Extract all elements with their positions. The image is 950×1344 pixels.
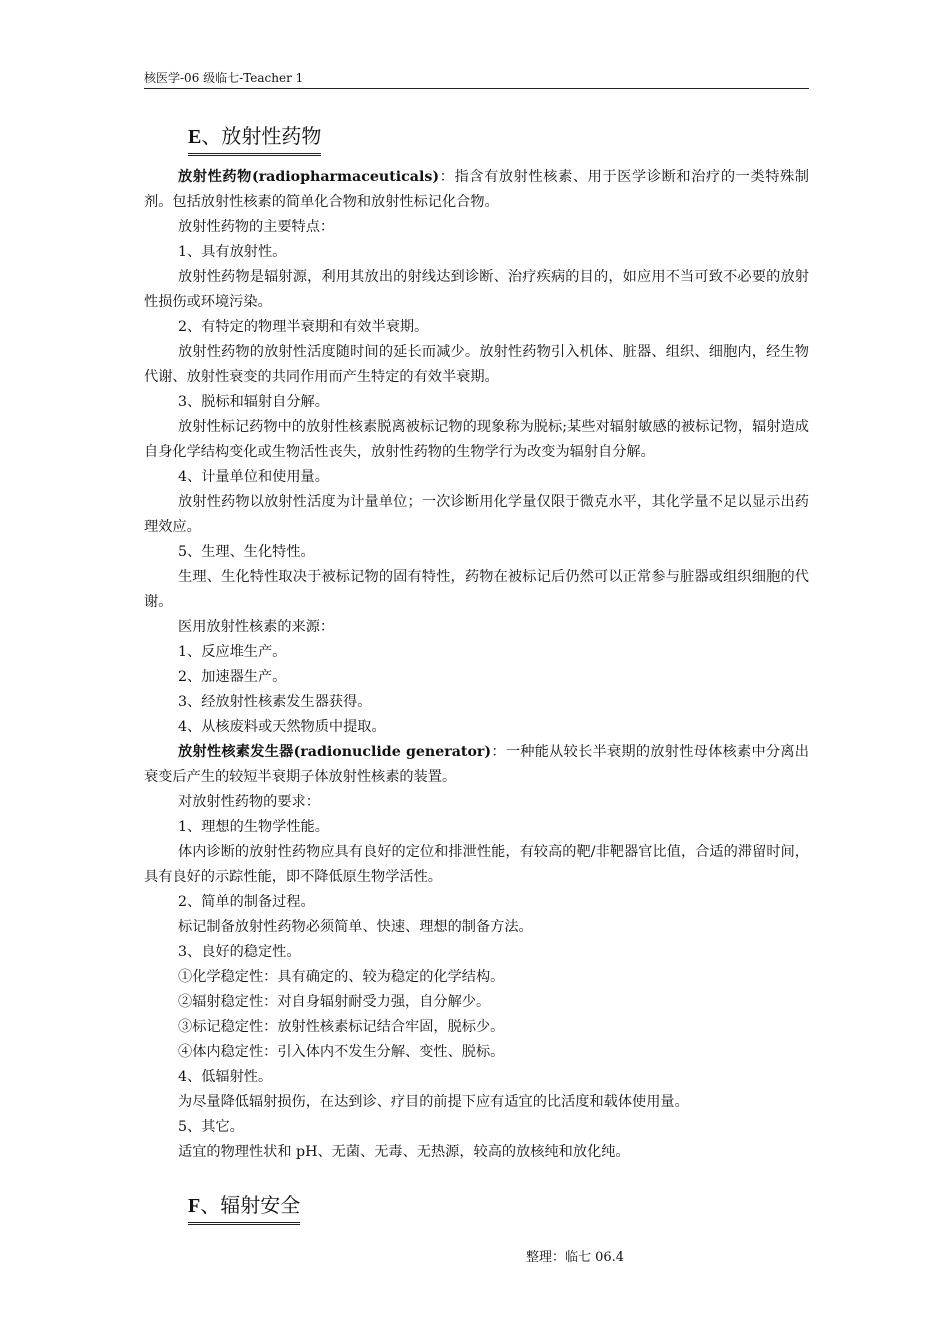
paragraph [144, 665, 809, 690]
paragraph [144, 1140, 809, 1165]
section-title-e [188, 123, 321, 156]
paragraph [144, 415, 809, 465]
paragraph-text: 2、简单的制备过程。 [178, 894, 315, 910]
paragraph-text: 5、生理、生化特性。 [178, 544, 315, 560]
paragraph [144, 840, 809, 890]
paragraph [144, 315, 809, 340]
term: 放射性药物(radiopharmaceuticals) [178, 169, 440, 185]
paragraph [144, 390, 809, 415]
paragraph [144, 890, 809, 915]
paragraph [144, 815, 809, 840]
paragraph-text: ：一种能从较长半衰期的放射性母体核素中分离出衰变后产生的较短半衰期子体放射性核素的装置。 [144, 744, 809, 785]
paragraph [144, 165, 809, 215]
paragraph [144, 915, 809, 940]
paragraph-text: 4、低辐射性。 [178, 1069, 273, 1085]
paragraph [144, 790, 809, 815]
paragraph-text: 3、良好的稳定性。 [178, 944, 301, 960]
section-title-f [188, 1192, 300, 1225]
paragraph [144, 465, 809, 490]
paragraph-text: 5、其它。 [178, 1119, 244, 1135]
paragraph [144, 640, 809, 665]
paragraph-text: 生理、生化特性取决于被标记物的固有特性，药物在被标记后仍然可以正常参与脏器或组织细胞的代谢。 [144, 569, 809, 610]
paragraph [144, 615, 809, 640]
paragraph [144, 540, 809, 565]
paragraph-text: 对放射性药物的要求： [178, 794, 320, 810]
paragraph-text: ③标记稳定性：放射性核素标记结合牢固，脱标少。 [178, 1019, 505, 1035]
section-letter: E [188, 126, 202, 148]
paragraph-text: 体内诊断的放射性药物应具有良好的定位和排泄性能，有较高的靶/非靶器官比值，合适的滞留时间，具有良好的示踪性能，即不降低原生物学活性。 [144, 844, 809, 885]
paragraph-text: 放射性药物是辐射源，利用其放出的射线达到诊断、治疗疾病的目的，如应用不当可致不必要的放射性损伤或环境污染。 [144, 269, 809, 310]
paragraph [144, 965, 809, 990]
paragraph-text: 1、理想的生物学性能。 [178, 819, 329, 835]
paragraph-text: 2、加速器生产。 [178, 669, 287, 685]
paragraph-text: 放射性药物的放射性活度随时间的延长而减少。放射性药物引入机体、脏器、组织、细胞内，经生物代谢、放射性衰变的共同作用而产生特定的有效半衰期。 [144, 344, 809, 385]
paragraph-text: 为尽量降低辐射损伤，在达到诊、疗目的前提下应有适宜的比活度和载体使用量。 [178, 1094, 689, 1110]
paragraph [144, 1090, 809, 1115]
paragraph [144, 940, 809, 965]
section-title-text: 、辐射安全 [200, 1193, 301, 1217]
paragraph-text: 医用放射性核素的来源： [178, 619, 335, 635]
paragraph [144, 1065, 809, 1090]
paragraph-text: 放射性标记药物中的放射性核素脱离被标记物的现象称为脱标;某些对辐射敏感的被标记物，辐射造成自身化学结构变化或生物活性丧失，放射性药物的生物学行为改变为辐射自分解。 [144, 419, 809, 460]
paragraph [144, 265, 809, 315]
paragraph-text: 放射性药物以放射性活度为计量单位；一次诊断用化学量仅限于微克水平，其化学量不足以显示出药理效应。 [144, 494, 809, 535]
paragraph-text: 1、具有放射性。 [178, 244, 287, 260]
paragraph-text: 1、反应堆生产。 [178, 644, 287, 660]
paragraph [144, 240, 809, 265]
term: 放射性核素发生器(radionuclide generator) [178, 744, 492, 760]
paragraph-text: 放射性药物的主要特点： [178, 219, 335, 235]
paragraph-text: ①化学稳定性：具有确定的、较为稳定的化学结构。 [178, 969, 505, 985]
paragraph [144, 215, 809, 240]
paragraph [144, 490, 809, 540]
document-body [144, 165, 809, 1165]
paragraph-text: 2、有特定的物理半衰期和有效半衰期。 [178, 319, 429, 335]
section-title-text: 、放射性药物 [201, 124, 322, 148]
paragraph [144, 340, 809, 390]
section-letter: F [188, 1195, 201, 1217]
paragraph [144, 565, 809, 615]
paragraph [144, 740, 809, 790]
page-header: 核医学-06 级临七-Teacher 1 [144, 70, 809, 89]
paragraph-text: 4、计量单位和使用量。 [178, 469, 329, 485]
paragraph-text: ②辐射稳定性：对自身辐射耐受力强，自分解少。 [178, 994, 491, 1010]
paragraph-text: 标记制备放射性药物必须简单、快速、理想的制备方法。 [178, 919, 533, 935]
paragraph [144, 1040, 809, 1065]
paragraph [144, 990, 809, 1015]
paragraph [144, 1115, 809, 1140]
paragraph-text: 4、从核废料或天然物质中提取。 [178, 719, 386, 735]
paragraph-text: 3、经放射性核素发生器获得。 [178, 694, 372, 710]
paragraph-text: 3、脱标和辐射自分解。 [178, 394, 329, 410]
paragraph-text: ：指含有放射性核素、用于医学诊断和治疗的一类特殊制剂。包括放射性核素的简单化合物和放射性标记化合物。 [144, 169, 809, 210]
paragraph-text: 适宜的物理性状和 pH、无菌、无毒、无热源，较高的放核纯和放化纯。 [178, 1144, 630, 1160]
paragraph [144, 715, 809, 740]
paragraph [144, 690, 809, 715]
page-footer: 整理：临七 06.4 [526, 1250, 625, 1265]
paragraph-text: ④体内稳定性：引入体内不发生分解、变性、脱标。 [178, 1044, 505, 1060]
paragraph [144, 1015, 809, 1040]
